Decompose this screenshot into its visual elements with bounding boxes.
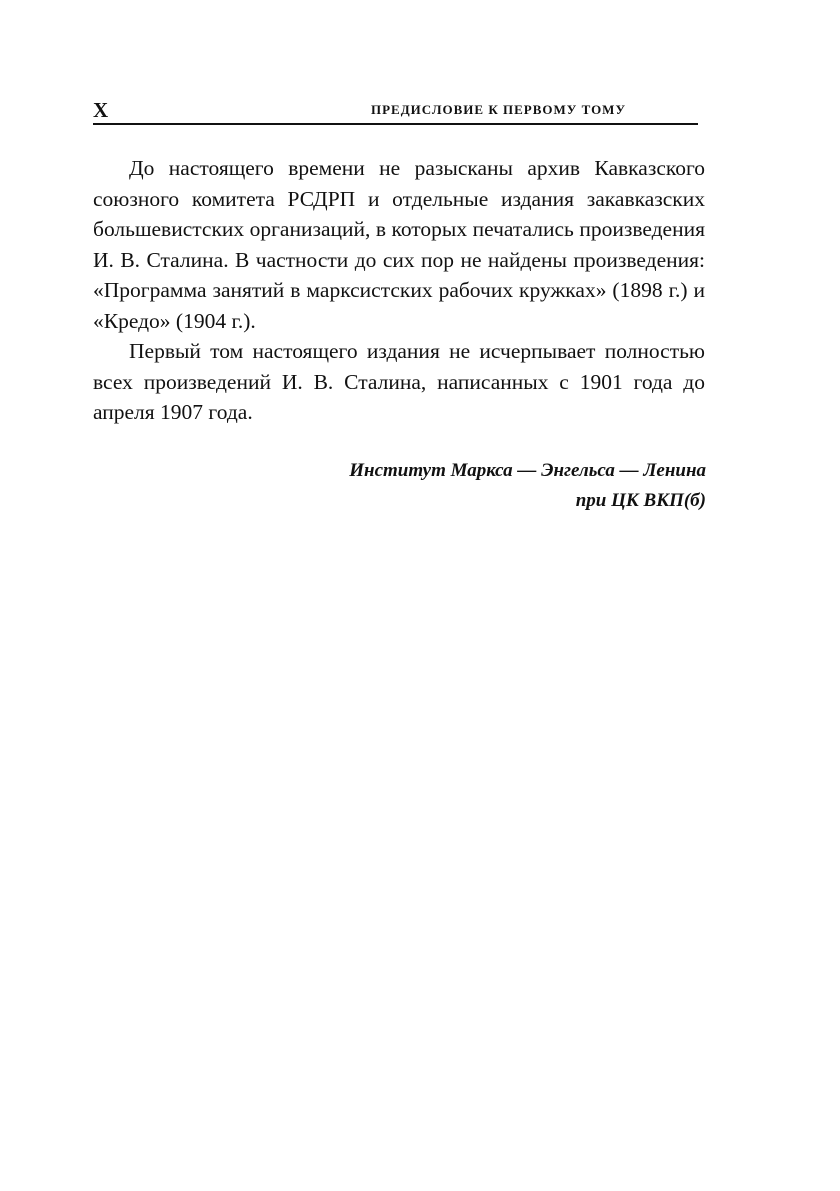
signature-institute: Институт Маркса — Энгельса — Ленина — [349, 460, 706, 481]
paragraph: Первый том настоящего издания не исчерпывает полностью всех произведений И. В. Сталина, написанных с 1901 года до апреля 1907 года. — [93, 339, 705, 424]
running-head-title: ПРЕДИСЛОВИЕ К ПЕРВОМУ ТОМУ — [370, 102, 626, 117]
paragraph: До настоящего времени не разысканы архив Кавказского союзного комитета РСДРП и отдельные издания закавказских большевистских организаций, в которых печатались произведения И. В. Сталина. В частности до сих пор не найдены произведения: «Программа занятий в марксистских рабочих кружках» (1898 г.) и «Кредо» (1904 г.). — [93, 156, 705, 333]
page-number: X — [93, 98, 109, 122]
body-text — [93, 153, 705, 428]
running-head — [93, 96, 698, 122]
signature-committee: при ЦК ВКП(б) — [575, 490, 706, 511]
header-rule — [93, 123, 698, 125]
signature-block — [349, 456, 706, 516]
